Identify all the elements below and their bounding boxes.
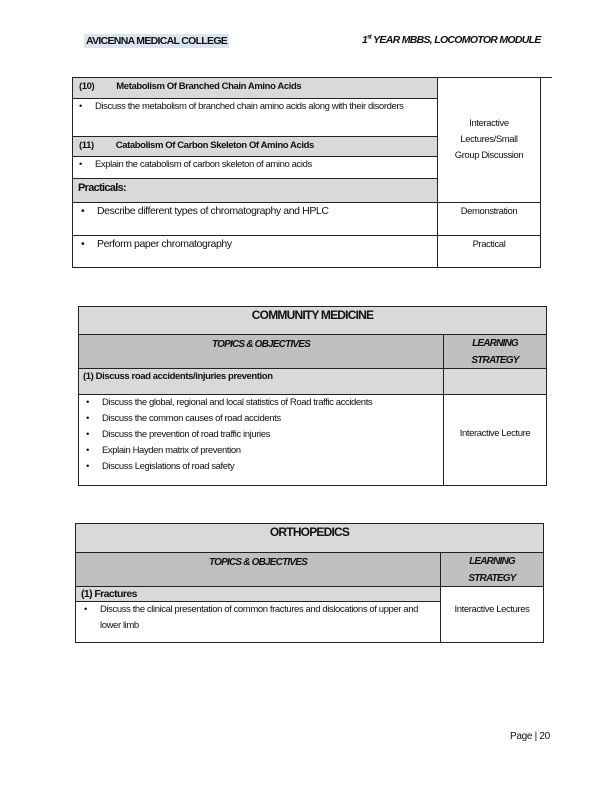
practical-item: • Perform paper chromatography — [97, 236, 232, 252]
topic-row-11 — [72, 136, 438, 157]
objective-item: • Discuss the prevention of road traffic injuries — [102, 427, 443, 443]
strategy-cell: Interactive Lecture — [443, 394, 547, 486]
strategy-cell-empty — [443, 368, 547, 395]
objective-cell — [72, 98, 438, 137]
topic-row-10 — [72, 77, 438, 99]
topic-number: (11) — [79, 140, 94, 151]
strategy-cell: Practical — [437, 235, 541, 268]
topic-title: Catabolism Of Carbon Skeleton Of Amino Acids — [115, 140, 314, 151]
topics-header: TOPICS & OBJECTIVES — [75, 552, 441, 587]
objective-item: • Discuss the global, regional and local statistics of Road traffic accidents — [102, 395, 443, 411]
objective-item: • Discuss the metabolism of branched chain amino acids along with their disorders — [95, 99, 425, 115]
objective-item: • Explain Hayden matrix of prevention — [102, 443, 443, 459]
objective-cell — [75, 601, 441, 643]
module-title — [362, 34, 541, 46]
strategy-header: LEARNING STRATEGY — [443, 334, 547, 369]
strategy-cell: Demonstration — [437, 202, 541, 236]
topic-row: (1) Fractures — [75, 586, 441, 602]
topic-title: Metabolism Of Branched Chain Amino Acids — [116, 81, 302, 92]
strategy-header: LEARNING STRATEGY — [440, 552, 544, 587]
objective-cell — [72, 156, 438, 179]
objective-item: • Discuss Legislations of road safety — [102, 459, 443, 475]
objective-item: • Discuss the clinical presentation of common fractures and dislocations of upper and lower limb — [100, 602, 430, 634]
year-number: 1 — [362, 34, 368, 46]
strategy-cell: Interactive Lectures/Small Group Discussion — [437, 77, 541, 203]
practicals-heading: Practicals: — [72, 178, 438, 203]
section-title: ORTHOPEDICS — [75, 523, 544, 553]
section-title: COMMUNITY MEDICINE — [78, 306, 547, 335]
practical-item: • Describe different types of chromatography and HPLC — [97, 203, 329, 219]
module-name: YEAR MBBS, LOCOMOTOR MODULE — [371, 34, 541, 46]
practical-row — [72, 235, 438, 268]
topic-number: (10) — [79, 81, 95, 92]
divider — [540, 77, 552, 78]
practical-row — [72, 202, 438, 236]
topics-header: TOPICS & OBJECTIVES — [78, 334, 444, 369]
objective-item: • Explain the catabolism of carbon skeleton of amino acids — [95, 157, 425, 173]
college-name: AVICENNA MEDICAL COLLEGE — [86, 35, 228, 47]
strategy-cell: Interactive Lectures — [440, 586, 544, 643]
page-number: Page | 20 — [510, 731, 550, 742]
objective-item: • Discuss the common causes of road accidents — [102, 411, 443, 427]
year-suffix: st — [367, 34, 372, 41]
topic-row: (1) Discuss road accidents/injuries prevention — [78, 368, 444, 395]
objectives-cell — [78, 394, 444, 486]
